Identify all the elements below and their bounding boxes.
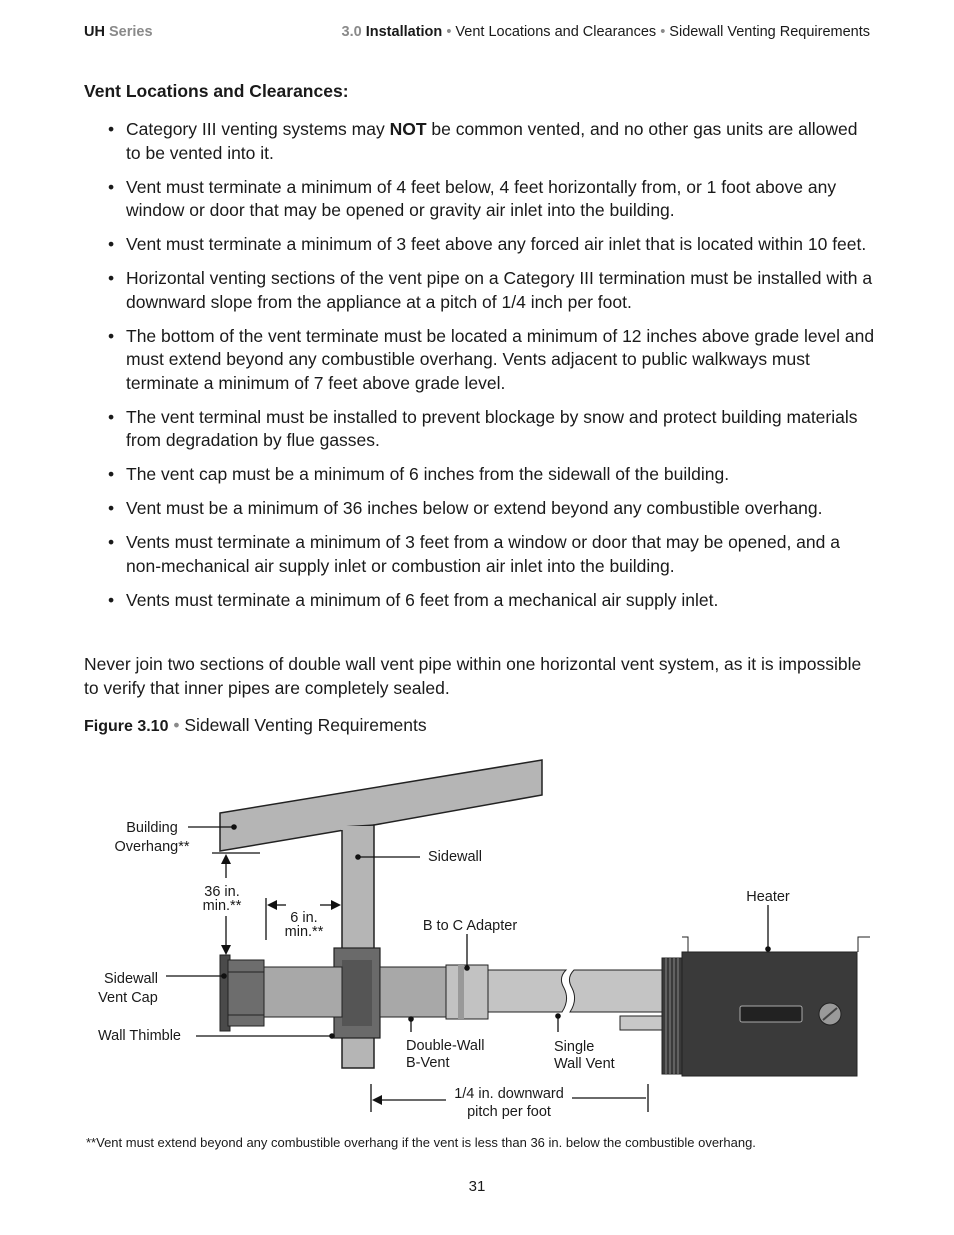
- callout-dot: [464, 965, 470, 971]
- label-pitch: pitch per foot: [467, 1104, 551, 1120]
- series-brand: UH: [84, 24, 105, 40]
- arrow-left-icon: [267, 900, 277, 910]
- label-sidewall-vent-cap: Vent Cap: [98, 990, 158, 1006]
- list-item-text: Vent must terminate a minimum of 4 feet below, 4 feet horizontally from, or 1 foot above any window or door that may be opened or gravity air inlet into the building.: [126, 176, 837, 220]
- label-clearance-6: 6 in.: [290, 910, 318, 926]
- label-double-wall-b-vent: Double-Wall: [406, 1038, 485, 1054]
- single-wall-pipe-right: [569, 970, 676, 1012]
- b-to-c-adapter-band: [458, 965, 464, 1019]
- vent-cap-body: [228, 960, 264, 1026]
- label-single-wall-vent: Wall Vent: [554, 1056, 615, 1072]
- bullet-icon: •: [108, 119, 115, 139]
- callout-dot: [231, 824, 237, 830]
- list-item: [108, 118, 876, 165]
- list-item: [108, 497, 876, 521]
- footnote: **Vent must extend beyond any combustible overhang if the vent is less than 36 in. below the combustible overhang.: [86, 1135, 756, 1150]
- arrow-up-icon: [221, 854, 231, 864]
- callout-dot: [408, 1016, 414, 1022]
- callout-dot: [765, 946, 771, 952]
- list-item-emphasis: NOT: [389, 119, 427, 139]
- inner-pipe-segment: [264, 967, 342, 1017]
- label-sidewall: Sidewall: [428, 849, 482, 865]
- list-item-text: Category III venting systems may: [126, 119, 390, 139]
- list-item: [108, 589, 876, 613]
- section-title: Vent Locations and Clearances:: [84, 81, 349, 101]
- single-wall-pipe-left: [488, 970, 567, 1012]
- list-item: [108, 176, 876, 223]
- breadcrumb: [342, 24, 870, 40]
- heater-bracket: [858, 937, 870, 952]
- series-word: Series: [108, 24, 153, 40]
- callout-dot: [221, 973, 227, 979]
- label-building-overhang: Building: [126, 820, 178, 836]
- double-wall-pipe: [380, 967, 446, 1017]
- list-item-text: The bottom of the vent terminate must be located a minimum of 12 inches above grade level and must extend beyond any combustible overhang. Vents adjacent to public walkways must terminate a minimum of 7 feet above grade level.: [126, 325, 875, 393]
- page-header: [84, 24, 870, 44]
- figure-number: Figure 3.10: [84, 718, 169, 735]
- heater-bracket: [682, 937, 688, 952]
- figure-caption: [84, 715, 427, 736]
- bullet-icon: •: [108, 234, 115, 254]
- bullet-icon: •: [108, 464, 115, 484]
- wall-joint-fill: [341, 826, 373, 830]
- label-clearance-36: 36 in.: [204, 884, 240, 900]
- list-item-text: Vents must terminate a minimum of 3 feet from a window or door that may be opened, and a non-mechanical air supply inlet or combustion air inlet into the building.: [126, 532, 840, 576]
- list-item-text: The vent terminal must be installed to prevent blockage by snow and protect building materials from degradation by flue gasses.: [126, 406, 858, 450]
- breadcrumb-separator: •: [660, 24, 666, 40]
- callout-dot: [355, 854, 361, 860]
- bullet-icon: •: [108, 176, 115, 197]
- list-item: [108, 267, 876, 314]
- figure-caption-separator: •: [173, 715, 180, 735]
- list-item: [108, 531, 876, 578]
- heater-fins: [662, 958, 682, 1074]
- bullet-icon: •: [108, 268, 115, 288]
- breadcrumb-section-number: 3.0: [341, 24, 362, 40]
- list-item: [108, 325, 876, 396]
- figure-title: Sidewall Venting Requirements: [184, 715, 427, 735]
- label-b-to-c-adapter: B to C Adapter: [422, 918, 518, 934]
- list-item-text: Vent must terminate a minimum of 3 feet above any forced air inlet that is located within 10 feet.: [126, 234, 867, 254]
- label-heater: Heater: [746, 889, 790, 905]
- sidewall-venting-diagram: [84, 750, 876, 1130]
- list-item-text: Horizontal venting sections of the vent pipe on a Category III termination must be installed with a downward slope from the appliance at a pitch of 1/4 inch per foot.: [126, 268, 873, 312]
- label-single-wall-vent: Single: [554, 1039, 595, 1055]
- list-item: [108, 406, 876, 453]
- callout-dot: [329, 1033, 335, 1039]
- breadcrumb-section-name: Installation: [365, 24, 443, 40]
- bullet-icon: •: [108, 589, 115, 610]
- heater-outlet: [620, 1016, 662, 1030]
- list-item: [108, 463, 876, 487]
- list-item: [108, 233, 876, 257]
- breadcrumb-item: Vent Locations and Clearances: [455, 24, 657, 40]
- bullet-icon: •: [108, 498, 115, 518]
- label-sidewall-vent-cap: Sidewall: [104, 971, 158, 987]
- requirements-list: [108, 118, 876, 623]
- diagram-svg: [84, 750, 876, 1130]
- arrow-left-icon: [372, 1095, 382, 1105]
- list-item-text: The vent cap must be a minimum of 6 inches from the sidewall of the building.: [126, 464, 730, 484]
- series-label: [84, 24, 153, 40]
- list-item-text: Vents must terminate a minimum of 6 feet from a mechanical air supply inlet.: [126, 589, 719, 610]
- arrow-right-icon: [331, 900, 341, 910]
- arrow-down-icon: [221, 945, 231, 955]
- building-overhang-shape: [220, 760, 542, 851]
- label-double-wall-b-vent: B-Vent: [406, 1055, 450, 1071]
- bullet-icon: •: [108, 406, 115, 427]
- callout-dot: [555, 1013, 561, 1019]
- label-clearance-36: min.**: [202, 898, 242, 914]
- double-wall-note: Never join two sections of double wall vent pipe within one horizontal vent system, as it is impossible to verify that inner pipes are completely sealed.: [84, 654, 862, 698]
- heater-vent-slot: [740, 1006, 802, 1022]
- bullet-icon: •: [108, 532, 115, 552]
- label-clearance-6: min.**: [284, 924, 324, 940]
- breadcrumb-item: Sidewall Venting Requirements: [669, 24, 870, 40]
- list-item-text: be common vented, and no other gas units are allowed to be vented into it.: [126, 119, 858, 163]
- breadcrumb-separator: •: [446, 24, 452, 40]
- b-to-c-adapter-shape: [446, 965, 488, 1019]
- bullet-icon: •: [108, 325, 115, 346]
- list-item-text: Vent must be a minimum of 36 inches below or extend beyond any combustible overhang.: [126, 498, 823, 518]
- label-pitch: 1/4 in. downward: [454, 1086, 564, 1102]
- label-wall-thimble: Wall Thimble: [98, 1028, 181, 1044]
- label-building-overhang: Overhang**: [114, 839, 190, 855]
- wall-thimble-inner: [342, 960, 372, 1026]
- page-number: 31: [468, 1178, 486, 1195]
